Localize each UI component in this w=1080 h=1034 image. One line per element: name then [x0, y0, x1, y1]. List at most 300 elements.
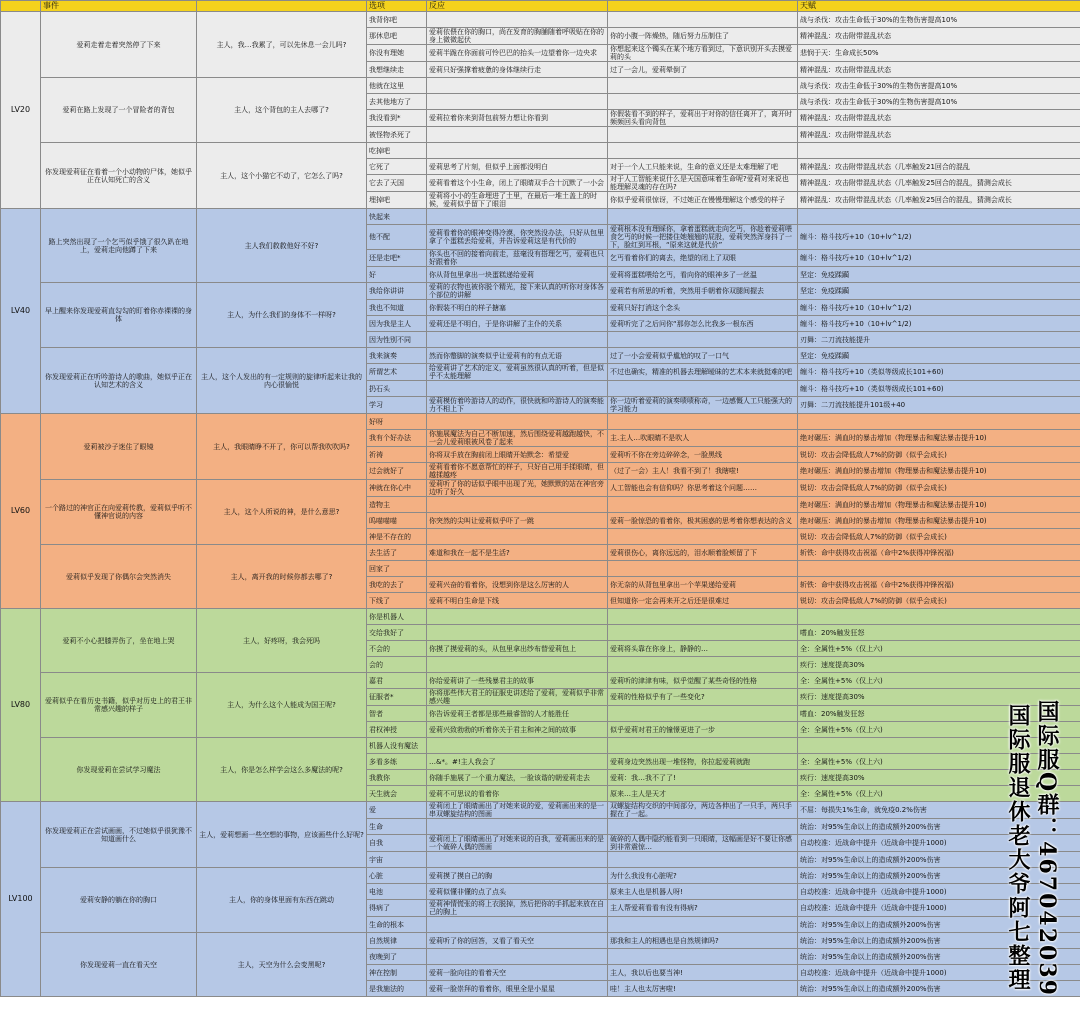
header-reaction: 反应: [427, 1, 608, 12]
result-cell: 那我和主人的相遇也是自然规律吗?: [608, 933, 798, 949]
result-cell: 主.主人…吹眼睛不是吹人: [608, 430, 798, 447]
talent-cell: 全：全属性+5%（仅上六): [798, 673, 1080, 689]
talent-cell: 全：全属性+5%（仅上六): [798, 641, 1080, 657]
result-cell: [608, 738, 798, 754]
watermark-group-number: 国际服Q群：467042039: [1034, 700, 1060, 997]
reaction-cell: 爱莉兴奋的看着你，没想到你是这么厉害的人: [427, 577, 608, 593]
result-cell: 爱莉听不你在旁边碎碎念，一脸黑线: [608, 447, 798, 463]
option-cell: 我背你吧: [367, 12, 427, 28]
result-cell: 爱莉将蛋糕喂给乞丐，看向你的眼神多了一丝温: [608, 267, 798, 283]
option-cell: 呜喵喵喵: [367, 513, 427, 529]
option-cell: 神是不存在的: [367, 529, 427, 545]
level-cell: LV20: [1, 12, 41, 209]
reaction-cell: 爱莉听了你的回答，又看了看天空: [427, 933, 608, 949]
result-cell: 你想起来这个镯头在某个地方看到过，下意识别开头去摸爱莉的头: [608, 45, 798, 62]
reaction-cell: 你头也不回的接着向前走，兹毫没有搭理乞丐，爱莉也只好跟着你: [427, 250, 608, 267]
talent-cell: 坚定：免疫蹂躏: [798, 283, 1080, 300]
reaction-cell: 爱莉听了你的话似乎眼中出现了光，她默默的站在神官旁边听了好久: [427, 480, 608, 497]
talent-cell: 统治：对95%生命以上的造成额外200%伤害: [798, 852, 1080, 868]
option-cell: 机器人没有魔法: [367, 738, 427, 754]
table-row: [1, 143, 1080, 151]
reaction-cell: [427, 917, 608, 933]
event-cell: 爱莉被沙子迷住了眼镜: [41, 414, 197, 480]
result-cell: 爱莉听的津津有味，似乎觉醒了某些奇怪的性格: [608, 673, 798, 689]
reaction-cell: [427, 127, 608, 143]
result-cell: [608, 209, 798, 225]
option-cell: 它去了天国: [367, 175, 427, 192]
option-cell: 我来演奏: [367, 348, 427, 364]
level-cell: LV60: [1, 414, 41, 609]
option-cell: 他不配: [367, 225, 427, 250]
reaction-cell: 你将那些伟大君王的征服史讲述给了爱莉，爱莉似乎非常感兴趣: [427, 689, 608, 706]
option-cell: 我教你: [367, 770, 427, 786]
table-row: [1, 414, 1080, 422]
table-row: [1, 480, 1080, 489]
result-cell: [608, 852, 798, 868]
option-cell: 我吃的去了: [367, 577, 427, 593]
result-cell: 似乎爱莉对君王的憧憬更进了一步: [608, 722, 798, 738]
option-cell: 我也不知道: [367, 300, 427, 316]
result-cell: 你假装看不到的样子，爱莉出于对你的信任离开了，离开时频频回头看向背包: [608, 110, 798, 127]
header-level: [1, 1, 41, 12]
result-cell: 原来…主人是天才: [608, 786, 798, 802]
option-cell: 神在控制: [367, 965, 427, 981]
option-cell: 生命的根本: [367, 917, 427, 933]
event-cell: 你发现爱莉征在看着一个小动物的尸体，她似乎正在认知死亡的含义: [41, 143, 197, 209]
reaction-cell: 爱莉似懂非懂的点了点头: [427, 884, 608, 900]
reaction-cell: [427, 738, 608, 754]
option-cell: 我有个好办法: [367, 430, 427, 447]
result-cell: [608, 143, 798, 159]
opening-line-cell: 主人我们救救他好不好?: [197, 209, 367, 283]
talent-cell: 坚定：免疫蹂躏: [798, 348, 1080, 364]
event-cell: 爱莉在路上发现了一个冒险者的背包: [41, 78, 197, 143]
reaction-cell: 爱莉还是不明白，于是你讲解了主仆的关系: [427, 316, 608, 332]
result-cell: 主人，我以后也要当神!: [608, 965, 798, 981]
talent-cell: 绝对碾压：满血时的暴击增加（物理暴击和魔法暴击提升10): [798, 497, 1080, 513]
reaction-cell: 给爱莉讲了艺术的定义，爱莉虽然很认真的听着，但是似乎不太能理解: [427, 364, 608, 381]
header-reaction-2: [608, 1, 798, 12]
reaction-cell: 你随手施展了一个重力魔法，一脸该谐的朝爱莉走去: [427, 770, 608, 786]
result-cell: [608, 78, 798, 94]
talent-cell: 统治：对95%生命以上的造成额外200%伤害: [798, 917, 1080, 933]
talent-cell: [798, 143, 1080, 159]
talent-cell: 绝对碾压：满血时的暴击增加（物理暴击和魔法暴击提升10): [798, 513, 1080, 529]
option-cell: 是我施法的: [367, 981, 427, 997]
event-cell: 你发现爱莉正在尝试画画，不过她似乎很犹豫不知道画什么: [41, 802, 197, 868]
reaction-cell: 爱莉神情慌张的将上衣脱掉，然后把你的手抓起来放在自己的胸上: [427, 900, 608, 917]
result-cell: [608, 414, 798, 430]
result-cell: [608, 381, 798, 397]
event-cell: 你发现爱莉在尝试学习魔法: [41, 738, 197, 802]
reaction-cell: 爱莉闭上了眼睛画出了对她来说的爱，爱莉画出来的是一串双螺旋结构的图画: [427, 802, 608, 819]
opening-line-cell: 主人，这个人发出的有一定规则的旋律听起来让我的内心很愉悦: [197, 348, 367, 414]
opening-line-cell: 主人，爱莉想画一些空想的事物，应该画些什么好呢?: [197, 802, 367, 868]
table-row: [1, 348, 1080, 356]
result-cell: [608, 332, 798, 348]
talent-cell: 统治：对95%生命以上的造成额外200%伤害: [798, 949, 1080, 965]
talent-cell: 自动校准：近战命中提升（近战命中提升1000): [798, 965, 1080, 981]
option-cell: 神就在你心中: [367, 480, 427, 497]
table-row: [1, 78, 1080, 86]
result-cell: [608, 529, 798, 545]
level-cell: LV40: [1, 209, 41, 414]
event-cell: 爱莉似乎发现了你偶尔会突然消失: [41, 545, 197, 609]
option-cell: 夜晚到了: [367, 949, 427, 965]
header-opening: [197, 1, 367, 12]
talent-cell: 自动校准：近战命中提升（近战命中提升1000): [798, 835, 1080, 852]
result-cell: 你无奈的从背包里拿出一个苹果递给爱莉: [608, 577, 798, 593]
reaction-cell: [427, 819, 608, 835]
result-cell: 乞丐看着你们的离去，绝望的闭上了双眼: [608, 250, 798, 267]
talent-cell: 缠斗：格斗技巧+10（类似等级成长101+60): [798, 381, 1080, 397]
table-body: [1, 12, 1080, 997]
talent-cell: 战与杀伐：攻击生命低于30%的生物伤害提高10%: [798, 78, 1080, 94]
option-cell: 我没看到*: [367, 110, 427, 127]
talent-cell: 精神混乱：攻击附带混乱状态（几率触发21回合的混乱: [798, 159, 1080, 175]
reaction-cell: [427, 529, 608, 545]
option-cell: 吃掉吧: [367, 143, 427, 159]
talent-cell: 精神混乱：攻击附带混乱状态: [798, 62, 1080, 78]
reaction-cell: 你摸了摸爱莉的头，从包里拿出纱布替爱莉包上: [427, 641, 608, 657]
result-cell: 对于人工智能来说什么是天国意味着生命呢?爱莉对来说也能理解灵魂的存在吗?: [608, 175, 798, 192]
result-cell: 为什么我没有心脏呢?: [608, 868, 798, 884]
reaction-cell: 爱莉一脸向往的看着天空: [427, 965, 608, 981]
option-cell: 嘉君: [367, 673, 427, 689]
result-cell: 爱莉：我…我不了了!: [608, 770, 798, 786]
result-cell: [608, 657, 798, 673]
option-cell: 得病了: [367, 900, 427, 917]
reaction-cell: …&*。#!主人我会了: [427, 754, 608, 770]
option-cell: 那休息吧: [367, 28, 427, 45]
result-cell: 爱莉的性格似乎有了一些变化?: [608, 689, 798, 706]
result-cell: 破碎的人偶中隐约能看到一只眼睛，这幅画是好不要让你感到非常震惊…: [608, 835, 798, 852]
option-cell: 好呀: [367, 414, 427, 430]
opening-line-cell: 主人，我…我累了，可以先休息一会儿吗?: [197, 12, 367, 78]
talent-cell: 战与杀伐：攻击生命低于30%的生物伤害提高10%: [798, 94, 1080, 110]
option-cell: 因为性别不同: [367, 332, 427, 348]
table-row: [1, 673, 1080, 681]
reaction-cell: 爱莉的衣物也被你脱个精光，接下来认真的听你对身体各个部位的讲解: [427, 283, 608, 300]
reaction-cell: 爱莉看着这个小生命，闭上了眼睛双手合十沉默了一小会: [427, 175, 608, 192]
result-cell: [608, 917, 798, 933]
option-cell: 他就在这里: [367, 78, 427, 94]
option-cell: 回家了: [367, 561, 427, 577]
result-cell: 人工智能也会有信仰吗？你思考着这个问题……: [608, 480, 798, 497]
result-cell: [608, 94, 798, 110]
reaction-cell: 爱莉闭上了眼睛画出了对她来说的自我，爱莉画出来的是一个破碎人偶的图画: [427, 835, 608, 852]
option-cell: 扔石头: [367, 381, 427, 397]
reaction-cell: 爱莉摸了摸自己的胸: [427, 868, 608, 884]
talent-cell: 缠斗：格斗技巧+10（10+lv^1/2): [798, 316, 1080, 332]
event-cell: 早上醒来你发现爱莉直勾勾的盯着你赤裸裸的身体: [41, 283, 197, 348]
option-cell: 去其他地方了: [367, 94, 427, 110]
reaction-cell: 爱莉看着你不愿意帮忙的样子，只好自己用手揉眼睛，但越揉越疼: [427, 463, 608, 480]
header-option: 选项: [367, 1, 427, 12]
talent-cell: 精神混乱：攻击附带混乱状态: [798, 127, 1080, 143]
talent-cell: 精神混乱：攻击附带混乱状态（几率触发25回合的混乱，猜测会成长: [798, 175, 1080, 192]
result-cell: 爱莉只好打消这个念头: [608, 300, 798, 316]
table-row: [1, 609, 1080, 617]
talent-cell: 精神混乱：攻击附带混乱状态: [798, 110, 1080, 127]
result-cell: 不过也确实，精准的机器去理解暧昧的艺术本来就挺难的吧: [608, 364, 798, 381]
table-row: [1, 868, 1080, 876]
result-cell: [608, 819, 798, 835]
level-cell: LV80: [1, 609, 41, 802]
talent-cell: 缠斗：格斗技巧+10（10+lv^1/2): [798, 225, 1080, 250]
option-cell: 过会就好了: [367, 463, 427, 480]
talent-cell: 锐切：攻击会降低敌人7%的防御（似乎会成长): [798, 447, 1080, 463]
opening-line-cell: 主人，为什么我们的身体不一样呀?: [197, 283, 367, 348]
reaction-cell: [427, 625, 608, 641]
option-cell: 祈祷: [367, 447, 427, 463]
talent-cell: 绝对碾压：满血时的暴击增加（物理暴击和魔法暴击提升10): [798, 430, 1080, 447]
talent-cell: 刃舞：二刀流技能提升101级+40: [798, 397, 1080, 414]
reaction-cell: 你将双手放在胸前闭上眼睛开始默念：希望爱: [427, 447, 608, 463]
option-cell: 征服者*: [367, 689, 427, 706]
option-cell: 多看多练: [367, 754, 427, 770]
result-cell: 原来主人也是机器人呀!: [608, 884, 798, 900]
option-cell: 交给我好了: [367, 625, 427, 641]
reaction-cell: [427, 12, 608, 28]
watermark-author: 国际服退休老大爷阿七整理: [1005, 704, 1031, 992]
table-row: [1, 12, 1080, 20]
opening-line-cell: 主人，这个小猫它不动了，它怎么了吗?: [197, 143, 367, 209]
option-cell: 埋掉吧: [367, 192, 427, 209]
reaction-cell: [427, 657, 608, 673]
event-cell: 你发现爱莉一直在看天空: [41, 933, 197, 997]
talent-cell: 嗜血：20%触发狂怒: [798, 625, 1080, 641]
talent-cell: 锐切：攻击会降低敌人7%的防御（似乎会成长): [798, 593, 1080, 609]
result-cell: 爱莉若有所思的听着，突然用手朝着你双腿间握去: [608, 283, 798, 300]
option-cell: 天生就会: [367, 786, 427, 802]
header-talent: 天赋: [798, 1, 1080, 12]
option-cell: 所谓艺术: [367, 364, 427, 381]
opening-line-cell: 主人，你是怎么样学会这么多魔法的呢?: [197, 738, 367, 802]
talent-cell: 缠斗：格斗技巧+10（10+lv^1/2): [798, 300, 1080, 316]
option-cell: 自然规律: [367, 933, 427, 949]
reaction-cell: [427, 78, 608, 94]
reaction-cell: 难道和我在一起不是生活?: [427, 545, 608, 561]
reaction-cell: [427, 414, 608, 430]
option-cell: 造物主: [367, 497, 427, 513]
result-cell: 爱莉听完了之后问你“那你怎么比我多一根东西: [608, 316, 798, 332]
option-cell: 宇宙: [367, 852, 427, 868]
reaction-cell: 你告诉爱莉王者都是那些最睿智的人才能胜任: [427, 706, 608, 722]
talent-cell: [798, 609, 1080, 625]
talent-cell: 战与杀伐：攻击生命低于30%的生物伤害提高10%: [798, 12, 1080, 28]
result-cell: [608, 625, 798, 641]
option-cell: 智者: [367, 706, 427, 722]
reaction-cell: [427, 852, 608, 868]
header-row: [1, 1, 1080, 12]
talent-cell: 嗜血：20%触发狂怒: [798, 706, 1080, 722]
talent-cell: 全：全属性+5%（仅上六): [798, 786, 1080, 802]
option-cell: 还是走吧*: [367, 250, 427, 267]
result-cell: 你一边听着爱莉的演奏啧啧称奇，一边感慨人工只能强大的学习能力: [608, 397, 798, 414]
table-row: [1, 802, 1080, 811]
reaction-cell: 爱莉依偎在你的胸口，尚在发育的胸脯随着呼吸贴在你的身上微微起伏: [427, 28, 608, 45]
result-cell: 爱莉将头靠在你身上，静静的…: [608, 641, 798, 657]
talent-cell: 绝对碾压：满血时的暴击增加（物理暴击和魔法暴击提升10): [798, 463, 1080, 480]
result-cell: 爱莉一脸惊恐的看着你，极其困惑的思考着你想表达的含义: [608, 513, 798, 529]
result-cell: [608, 949, 798, 965]
option-cell: 爱: [367, 802, 427, 819]
talent-cell: 缠斗：格斗技巧+10（类似等级成长101+60): [798, 364, 1080, 381]
reaction-cell: 你给爱莉讲了一些残暴君主的故事: [427, 673, 608, 689]
option-cell: 被怪物杀死了: [367, 127, 427, 143]
result-cell: [608, 497, 798, 513]
result-cell: [608, 609, 798, 625]
reaction-cell: 你突然的尖叫让爱莉似乎吓了一跳: [427, 513, 608, 529]
option-cell: 自我: [367, 835, 427, 852]
option-cell: 因为我是主人: [367, 316, 427, 332]
reaction-cell: [427, 949, 608, 965]
event-cell: 爱莉走着走着突然停了下来: [41, 12, 197, 78]
reaction-cell: [427, 332, 608, 348]
talent-cell: [798, 414, 1080, 430]
event-cell: 爱莉安静的躺在你的胸口: [41, 868, 197, 933]
reaction-cell: 爱莉半跪在你面前可怜巴巴的抬头一边望着你一边央求: [427, 45, 608, 62]
result-cell: 双螺旋结构交织的中间部分，两边各伸出了一只手，两只手握在了一起。: [608, 802, 798, 819]
talent-cell: 疾行：速度提高30%: [798, 689, 1080, 706]
opening-line-cell: 主人，好疼呀，我会死吗: [197, 609, 367, 673]
talent-cell: 疾行：速度提高30%: [798, 770, 1080, 786]
talent-cell: 缠斗：格斗技巧+10（10+lv^1/2): [798, 250, 1080, 267]
header-event: 事件: [41, 1, 197, 12]
opening-line-cell: 主人，天空为什么会变黑呢?: [197, 933, 367, 997]
event-cell: 一个路过的神官正在向爱莉传教，爱莉似乎听不懂神官说的内容: [41, 480, 197, 545]
talent-cell: 刃舞：二刀流技能提升: [798, 332, 1080, 348]
result-cell: 但知道你一定会再来开之后还是很难过: [608, 593, 798, 609]
result-cell: 对于一个人工只能来说，生命的意义还是太难理解了吧: [608, 159, 798, 175]
reaction-cell: 你施展魔法为自己不断加速，然后围绕爱莉越跑越快，不一会儿爱莉眼被风卷了起来: [427, 430, 608, 447]
opening-line-cell: 主人，我眼睛睁不开了，你可以帮我吹吹吗?: [197, 414, 367, 480]
table-row: [1, 283, 1080, 292]
result-cell: 哇！主人也太厉害啦!: [608, 981, 798, 997]
result-cell: 过了一会儿，爱莉晕倒了: [608, 62, 798, 78]
option-cell: 君权神授: [367, 722, 427, 738]
talent-cell: 锐切：攻击会降低敌人7%的防御（似乎会成长): [798, 529, 1080, 545]
talent-cell: 统治：对95%生命以上的造成额外200%伤害: [798, 981, 1080, 997]
result-cell: 主人帮爱莉看看有没有得病?: [608, 900, 798, 917]
reaction-cell: 爱莉不可思议的看着你: [427, 786, 608, 802]
reaction-cell: 爱莉拉着你来到背包前努力想让你看到: [427, 110, 608, 127]
reaction-cell: [427, 381, 608, 397]
reaction-cell: 爱莉将小小的生命埋进了土里，在最后一堆土盖上的时候，爱莉似乎留下了眼泪: [427, 192, 608, 209]
result-cell: 爱莉身边突然出现一堆怪物，你拉起爱莉就跑: [608, 754, 798, 770]
reaction-cell: [427, 497, 608, 513]
talent-cell: 全：全属性+5%（仅上六): [798, 754, 1080, 770]
option-cell: 好: [367, 267, 427, 283]
event-cell: 爱莉似乎在看历史书籍，似乎对历史上的君王非常感兴趣的样子: [41, 673, 197, 738]
option-cell: 你没有理她: [367, 45, 427, 62]
result-cell: 你似乎爱莉很惊讶，不过她正在慢慢理解这个感受的样子: [608, 192, 798, 209]
talent-cell: [798, 209, 1080, 225]
opening-line-cell: 主人，为什么这个人能成为国王呢?: [197, 673, 367, 738]
talent-cell: 斩铁：命中获得攻击祝福（命中2%获得冲锋祝福): [798, 545, 1080, 561]
result-cell: 爱莉根本没有理睬你，拿着蛋糕就走向乞丐，你趁着爱莉喂食乞丐的时候一把搂住她翘翘的屁股，爱莉突然浑身抖了一下，脸红到耳根，“原来这就是代价”: [608, 225, 798, 250]
reaction-cell: [427, 94, 608, 110]
result-cell: （过了一会）主人！我看不到了！我瞎啦!: [608, 463, 798, 480]
talent-cell: 不屈：每损失1%生命，就免疫0.2%伤害: [798, 802, 1080, 819]
result-cell: [608, 561, 798, 577]
option-cell: 不会的: [367, 641, 427, 657]
talent-cell: [798, 561, 1080, 577]
reaction-cell: [427, 209, 608, 225]
event-cell: 路上突然出现了一个乞丐似乎饿了很久趴在地上，爱莉走向他蹲了下来: [41, 209, 197, 283]
result-cell: 爱莉很伤心，离你远远的，泪水顺着脸颊留了下: [608, 545, 798, 561]
talent-cell: 坚定：免疫蹂躏: [798, 267, 1080, 283]
level-cell: LV100: [1, 802, 41, 997]
reaction-cell: 爱莉思考了片刻，但似乎上面都没明白: [427, 159, 608, 175]
reaction-cell: 爱莉不明白生命是下线: [427, 593, 608, 609]
option-cell: 生命: [367, 819, 427, 835]
result-cell: [608, 12, 798, 28]
result-cell: 你的小腹一阵燥热，随后努力压制住了: [608, 28, 798, 45]
result-cell: [608, 127, 798, 143]
reaction-cell: 你假装不明白的样子搪塞: [427, 300, 608, 316]
reaction-cell: [427, 609, 608, 625]
table-row: [1, 545, 1080, 553]
option-cell: 心脏: [367, 868, 427, 884]
event-cell: 你发现爱莉正在听吟游诗人的歌曲，她似乎正在认知艺术的含义: [41, 348, 197, 414]
reaction-cell: 然而你蹩脚的演奏似乎让爱莉有的有点无语: [427, 348, 608, 364]
option-cell: 它死了: [367, 159, 427, 175]
talent-cell: 精神混乱：攻击附带混乱状态（几率触发25回合的混乱，猜测会成长: [798, 192, 1080, 209]
option-cell: 我想继续走: [367, 62, 427, 78]
result-cell: [608, 706, 798, 722]
event-cell: 爱莉不小心把膝弄伤了，坐在地上哭: [41, 609, 197, 673]
opening-line-cell: 主人，这个背包的主人去哪了?: [197, 78, 367, 143]
reaction-cell: 爱莉兴致勃勃的听着你关于君主和神之间的故事: [427, 722, 608, 738]
reaction-cell: 爱莉一脸崇拜的看着你，眼里全是小星星: [427, 981, 608, 997]
option-cell: 快起来: [367, 209, 427, 225]
reaction-cell: 爱莉看着你的眼神变得冷漠，你突然没办法，只好从包里拿了个蛋糕丢给爱莉，并告诉爱莉这是有代价的: [427, 225, 608, 250]
opening-line-cell: 主人，你的身体里面有东西在跳动: [197, 868, 367, 933]
reaction-cell: 你从背包里拿出一块蛋糕递给爱莉: [427, 267, 608, 283]
reaction-cell: 爱莉模仿着吟游诗人的动作，很快就和吟游诗人的演奏能力不相上下: [427, 397, 608, 414]
opening-line-cell: 主人，离开我的时候你都去哪了?: [197, 545, 367, 609]
option-cell: 电池: [367, 884, 427, 900]
table-row: [1, 738, 1080, 746]
opening-line-cell: 主人，这个人所说的神，是什么意思?: [197, 480, 367, 545]
option-cell: 下线了: [367, 593, 427, 609]
talent-cell: 统治：对95%生命以上的造成额外200%伤害: [798, 819, 1080, 835]
result-cell: 过了一小会爱莉似乎尴尬的叹了一口气: [608, 348, 798, 364]
talent-cell: 悲悯于天：生命成长50%: [798, 45, 1080, 62]
talent-cell: 自动校准：近战命中提升（近战命中提升1000): [798, 900, 1080, 917]
reaction-cell: 爱莉只好强撑着疲惫的身体继续行走: [427, 62, 608, 78]
table-row: [1, 209, 1080, 217]
option-cell: 你是机器人: [367, 609, 427, 625]
talent-cell: 锐切：攻击会降低敌人7%的防御（似乎会成长): [798, 480, 1080, 497]
option-cell: 会的: [367, 657, 427, 673]
talent-cell: 统治：对95%生命以上的造成额外200%伤害: [798, 868, 1080, 884]
talent-cell: 统治：对95%生命以上的造成额外200%伤害: [798, 933, 1080, 949]
reaction-cell: [427, 561, 608, 577]
table-row: [1, 933, 1080, 941]
talent-cell: 斩铁：命中获得攻击祝福（命中2%获得冲锋祝福): [798, 577, 1080, 593]
option-cell: 我给你讲讲: [367, 283, 427, 300]
reaction-cell: [427, 143, 608, 159]
option-cell: 学习: [367, 397, 427, 414]
talent-cell: 疾行：速度提高30%: [798, 657, 1080, 673]
talent-cell: 自动校准：近战命中提升（近战命中提升1000): [798, 884, 1080, 900]
talent-cell: 精神混乱：攻击附带混乱状态: [798, 28, 1080, 45]
talent-cell: 全：全属性+5%（仅上六): [798, 722, 1080, 738]
option-cell: 去生活了: [367, 545, 427, 561]
